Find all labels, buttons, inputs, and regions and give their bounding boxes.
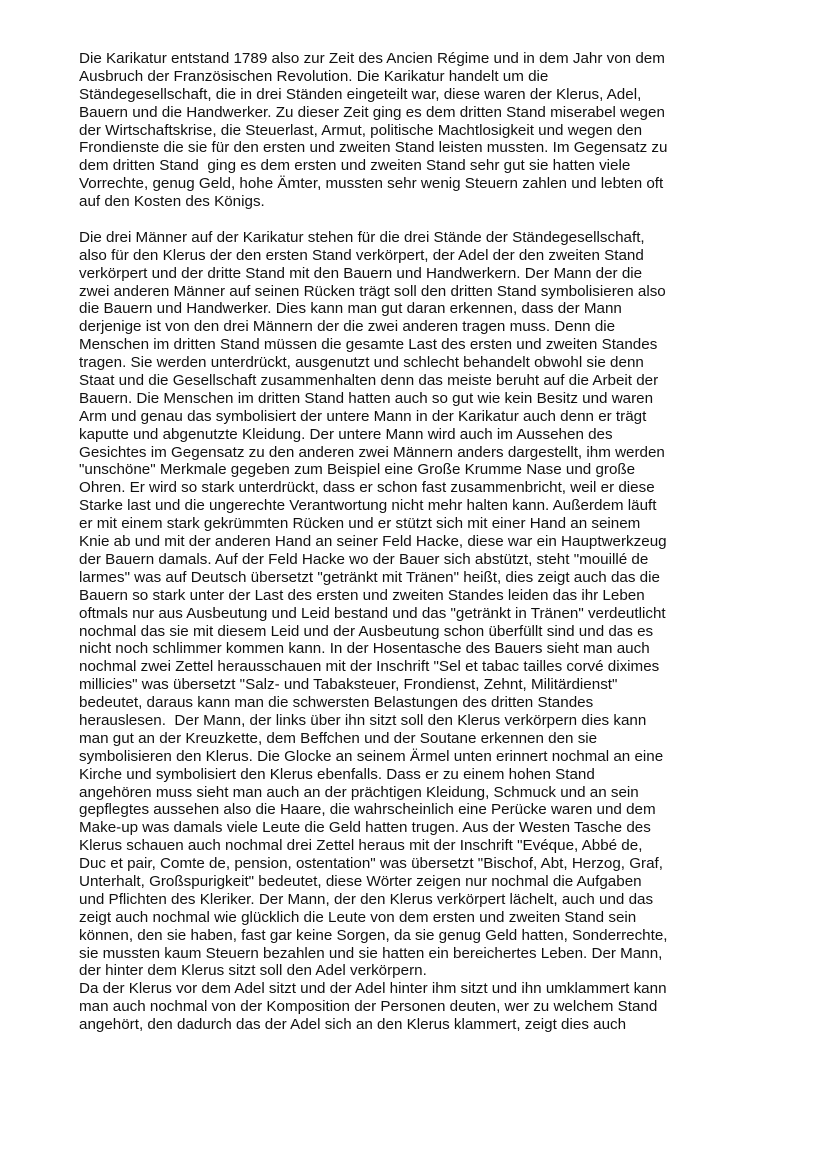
text-line: Make-up was damals viele Leute die Geld hatten trugen. Aus der Westen Tasche des (79, 819, 651, 837)
text-line: gepflegtes aussehen also die Haare, die wahrscheinlich eine Perücke waren und dem (79, 801, 656, 819)
text-line: Bauern und die Handwerker. Zu dieser Zeit ging es dem dritten Stand miserabel wegen (79, 103, 665, 121)
paragraph-historical-context (79, 50, 749, 211)
paragraph-spacer (79, 211, 749, 229)
text-line: er mit einem stark gekrümmten Rücken und er stützt sich mit einer Hand an seinem (79, 515, 641, 533)
text-line: Arm und genau das symbolisiert der untere Mann in der Karikatur auch denn er trägt (79, 407, 647, 425)
text-line: Kirche und symbolisiert den Klerus ebenfalls. Dass er zu einem hohen Stand (79, 765, 595, 783)
text-line: Klerus schauen auch nochmal drei Zettel heraus mit der Inschrift "Evéque, Abbé de, (79, 837, 643, 855)
text-line: angehört, den dadurch das der Adel sich an den Klerus klammert, zeigt dies auch (79, 1016, 627, 1034)
text-line: Unterhalt, Großspurigkeit" bedeutet, diese Wörter zeigen nur nochmal die Aufgaben (79, 872, 642, 890)
paragraph-composition (79, 980, 749, 1034)
text-line: Bauern so stark unter der Last des ersten und zweiten Standes leiden das ihr Leben (79, 586, 645, 604)
text-line: larmes" was auf Deutsch übersetzt "getränkt mit Tränen" heißt, dies zeigt auch das die (79, 568, 660, 586)
text-line: Staat und die Gesellschaft zusammenhalten denn das meiste beruht auf die Arbeit der (79, 372, 659, 390)
text-line: bedeutet, daraus kann man die schwersten Belastungen des dritten Standes (79, 694, 594, 712)
text-line: also für den Klerus der den ersten Stand verkörpert, der Adel der den zweiten Stand (79, 246, 644, 264)
text-line: angehören muss sieht man auch an der prächtigen Kleidung, Schmuck und an sein (79, 783, 639, 801)
text-line: Frondienste die sie für den ersten und zweiten Stand leisten mussten. Im Gegensatz zu (79, 139, 668, 157)
text-line: der Wirtschaftskrise, die Steuerlast, Armut, politische Machtlosigkeit und wegen den (79, 121, 643, 139)
text-line: Ständegesellschaft, die in drei Ständen eingeteilt war, diese waren der Klerus, Adel, (79, 85, 642, 103)
text-line: der hinter dem Klerus sitzt soll den Adel verkörpern. (79, 962, 427, 980)
text-line: Knie ab und mit der anderen Hand an seiner Feld Hacke, diese war ein Hauptwerkzeug (79, 533, 667, 551)
text-line: "unschöne" Merkmale gegeben zum Beispiel eine Große Krumme Nase und große (79, 461, 636, 479)
text-line: der Bauern damals. Auf der Feld Hacke wo der Bauer sich abstützt, steht "mouillé de (79, 550, 649, 568)
text-line: derjenige ist von den drei Männern der die zwei anderen tragen muss. Denn die (79, 318, 616, 336)
document-body (79, 50, 749, 1034)
text-line: nicht noch schlimmer kommen kann. In der Hosentasche des Bauers sieht man auch (79, 640, 650, 658)
text-line: man auch nochmal von der Komposition der Personen deuten, wer zu welchem Stand (79, 998, 658, 1016)
text-line: nochmal zwei Zettel herausschauen mit der Inschrift "Sel et tabac tailles corvé diximes (79, 658, 660, 676)
text-line: oftmals nur aus Ausbeutung und Leid bestand und das "getränkt in Tränen" verdeutlicht (79, 604, 666, 622)
text-line: zeigt auch nochmal wie glücklich die Leute von dem ersten und zweiten Stand sein (79, 908, 637, 926)
text-line: kaputte und abgenutzte Kleidung. Der untere Mann wird auch im Aussehen des (79, 425, 613, 443)
text-line: zwei anderen Männer auf seinen Rücken trägt soll den dritten Stand symbolisieren also (79, 282, 666, 300)
text-line: dem dritten Stand ging es dem ersten und zweiten Stand sehr gut sie hatten viele (79, 157, 631, 175)
text-line: können, den sie haben, fast gar keine Sorgen, da sie genug Geld hatten, Sonderrechte, (79, 926, 668, 944)
text-line: nochmal das sie mit diesem Leid und der Ausbeutung schon überfüllt sind und das es (79, 622, 654, 640)
text-line: man gut an der Kreuzkette, dem Beffchen und der Soutane erkennen den sie (79, 729, 598, 747)
text-line: Bauern. Die Menschen im dritten Stand hatten auch so gut wie kein Besitz und waren (79, 389, 654, 407)
text-line: auf den Kosten des Königs. (79, 193, 265, 211)
text-line: die Bauern und Handwerker. Dies kann man gut daran erkennen, dass der Mann (79, 300, 622, 318)
text-line: millicies" was übersetzt "Salz- und Tabaksteuer, Frondienst, Zehnt, Militärdienst" (79, 676, 618, 694)
text-line: Gesichtes im Gegensatz zu den anderen zwei Männern anders dargestellt, ihm werden (79, 443, 665, 461)
text-line: Duc et pair, Comte de, pension, ostentation" was übersetzt "Bischof, Abt, Herzog, Graf, (79, 855, 663, 873)
text-line: und Pflichten des Kleriker. Der Mann, der den Klerus verkörpert lächelt, auch und das (79, 890, 654, 908)
text-line: sie mussten kaum Steuern bezahlen und sie hatten ein bereichertes Leben. Der Mann, (79, 944, 663, 962)
text-line: Menschen im dritten Stand müssen die gesamte Last des ersten und zweiten Standes (79, 336, 658, 354)
text-line: verkörpert und der dritte Stand mit den Bauern und Handwerkern. Der Mann der die (79, 264, 643, 282)
text-line: Starke last und die ungerechte Verantwortung nicht mehr halten kann. Außerdem läuft (79, 497, 657, 515)
text-line: tragen. Sie werden unterdrückt, ausgenutzt und schlecht behandelt obwohl sie denn (79, 354, 644, 372)
text-line: symbolisieren den Klerus. Die Glocke an seinem Ärmel unten erinnert nochmal an eine (79, 747, 664, 765)
text-line: herauslesen. Der Mann, der links über ihn sitzt soll den Klerus verkörpern dies kann (79, 711, 647, 729)
text-line: Ausbruch der Französischen Revolution. Die Karikatur handelt um die (79, 67, 549, 85)
text-line: Die drei Männer auf der Karikatur stehen für die drei Stände der Ständegesellschaft, (79, 228, 645, 246)
text-line: Da der Klerus vor dem Adel sitzt und der Adel hinter ihm sitzt und ihn umklammert kann (79, 980, 667, 998)
text-line: Vorrechte, genug Geld, hohe Ämter, mussten sehr wenig Steuern zahlen und lebten oft (79, 175, 664, 193)
text-line: Ohren. Er wird so stark unterdrückt, dass er schon fast zusammenbricht, weil er diese (79, 479, 655, 497)
text-line: Die Karikatur entstand 1789 also zur Zeit des Ancien Régime und in dem Jahr von dem (79, 50, 665, 67)
paragraph-caricature-analysis (79, 229, 749, 980)
